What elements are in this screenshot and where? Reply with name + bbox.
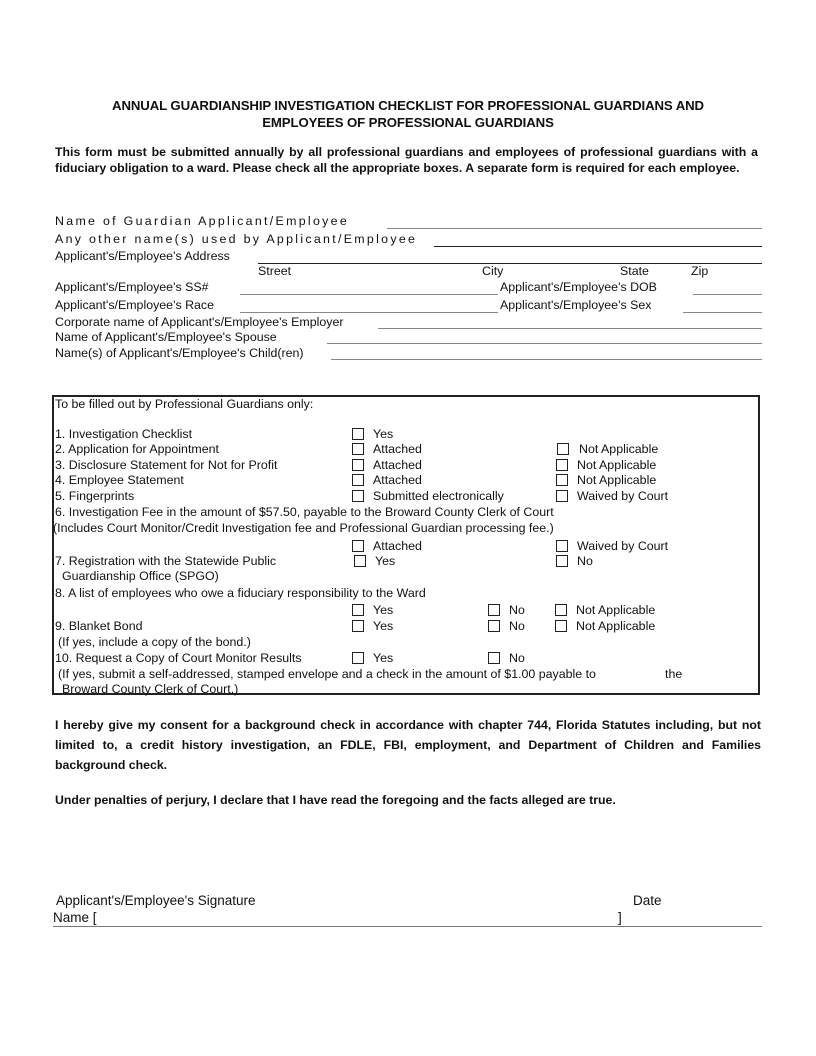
checkbox-icon[interactable] <box>556 555 568 567</box>
checkbox-icon[interactable] <box>352 443 364 455</box>
checkbox-icon[interactable] <box>488 620 500 632</box>
item-2-attached-checkbox[interactable]: Attached <box>352 442 422 456</box>
signature-line[interactable] <box>53 926 762 927</box>
checklist-header: To be filled out by Professional Guardians only: <box>55 397 314 411</box>
intro-instructions: This form must be submitted annually by all professional guardians and employees of professional guardians with a fiduciary obligation to a ward. Please check all the appropriate boxes. A separate form is required for each employee. <box>55 145 758 175</box>
address-zip-caption: Zip <box>691 264 709 278</box>
checkbox-icon[interactable] <box>352 620 364 632</box>
race-label: Applicant's/Employee's Race <box>55 298 215 312</box>
checkbox-icon[interactable] <box>555 604 567 616</box>
item-3-label: 3. Disclosure Statement for Not for Profit <box>55 458 278 472</box>
form-title <box>0 97 816 131</box>
item-5-label: 5. Fingerprints <box>55 489 135 503</box>
item-10-label: 10. Request a Copy of Court Monitor Results <box>55 651 302 665</box>
other-names-field[interactable] <box>434 246 762 247</box>
name-close-bracket: ] <box>618 910 622 925</box>
item-3-attached-checkbox[interactable]: Attached <box>352 458 422 472</box>
checkbox-icon[interactable] <box>555 620 567 632</box>
item-4-attached-checkbox[interactable]: Attached <box>352 473 422 487</box>
item-1-label: 1. Investigation Checklist <box>55 427 193 441</box>
checkbox-icon[interactable] <box>352 652 364 664</box>
item-9-note: (If yes, include a copy of the bond.) <box>58 635 251 649</box>
item-8-not-applicable-checkbox[interactable]: Not Applicable <box>555 603 655 617</box>
checkbox-icon[interactable] <box>556 459 568 471</box>
item-7-note: Guardianship Office (SPGO) <box>62 569 219 583</box>
children-field[interactable] <box>331 359 762 360</box>
checkbox-icon[interactable] <box>556 474 568 486</box>
item-4-label: 4. Employee Statement <box>55 473 184 487</box>
item-9-no-checkbox[interactable]: No <box>488 619 525 633</box>
race-field[interactable] <box>240 312 498 313</box>
item-9-label: 9. Blanket Bond <box>55 619 143 633</box>
spouse-label: Name of Applicant's/Employee's Spouse <box>55 330 277 344</box>
dob-label: Applicant's/Employee's DOB <box>500 280 657 294</box>
form-title-line-2: EMPLOYEES OF PROFESSIONAL GUARDIANS <box>262 115 554 130</box>
item-7-no-checkbox[interactable]: No <box>556 554 593 568</box>
children-label: Name(s) of Applicant's/Employee's Child(ren) <box>55 346 304 360</box>
item-8-label: 8. A list of employees who owe a fiduciary responsibility to the Ward <box>55 586 426 600</box>
checkbox-icon[interactable] <box>352 540 364 552</box>
signature-label: Applicant's/Employee's Signature <box>56 893 256 908</box>
dob-field[interactable] <box>693 294 762 295</box>
address-city-caption: City <box>482 264 504 278</box>
item-6-label: 6. Investigation Fee in the amount of $57.50, payable to the Broward County Clerk of Court <box>55 505 554 519</box>
name-open-bracket: Name [ <box>53 910 97 925</box>
checkbox-icon[interactable] <box>488 652 500 664</box>
checkbox-icon[interactable] <box>352 459 364 471</box>
item-7-yes-checkbox[interactable]: Yes <box>354 554 395 568</box>
employer-label: Corporate name of Applicant's/Employee's Employer <box>55 315 344 329</box>
checkbox-icon[interactable] <box>352 474 364 486</box>
checkbox-icon[interactable] <box>354 555 366 567</box>
item-2-not-applicable-checkbox[interactable]: Not Applicable <box>557 442 658 456</box>
address-street-caption: Street <box>258 264 292 278</box>
ssn-field[interactable] <box>240 294 498 295</box>
checkbox-icon[interactable] <box>352 490 364 502</box>
address-field[interactable] <box>258 263 762 264</box>
item-3-not-applicable-checkbox[interactable]: Not Applicable <box>556 458 656 472</box>
sex-field[interactable] <box>683 312 762 313</box>
checkbox-icon[interactable] <box>352 604 364 616</box>
item-10-note: (If yes, submit a self-addressed, stamped envelope and a check in the amount of $1.00 payable to <box>58 667 596 681</box>
item-9-not-applicable-checkbox[interactable]: Not Applicable <box>555 619 655 633</box>
guardian-name-label: Name of Guardian Applicant/Employee <box>55 214 350 228</box>
item-6-waived-by-court-checkbox[interactable]: Waived by Court <box>556 539 668 553</box>
item-9-yes-checkbox[interactable]: Yes <box>352 619 393 633</box>
checkbox-icon[interactable] <box>557 443 569 455</box>
item-8-no-checkbox[interactable]: No <box>488 603 525 617</box>
item-5-submitted-electronically-checkbox[interactable]: Submitted electronically <box>352 489 504 503</box>
item-2-label: 2. Application for Appointment <box>55 442 219 456</box>
item-10-note-tail: the <box>665 667 683 681</box>
sex-label: Applicant's/Employee's Sex <box>500 298 652 312</box>
form-title-line-1: ANNUAL GUARDIANSHIP INVESTIGATION CHECKLIST FOR PROFESSIONAL GUARDIANS AND <box>112 98 704 113</box>
checkbox-icon[interactable] <box>352 428 364 440</box>
checkbox-icon[interactable] <box>488 604 500 616</box>
checkbox-icon[interactable] <box>556 490 568 502</box>
item-6-note: (Includes Court Monitor/Credit Investigation fee and Professional Guardian processing fee.) <box>53 521 554 535</box>
employer-field[interactable] <box>378 328 762 329</box>
item-5-waived-by-court-checkbox[interactable]: Waived by Court <box>556 489 668 503</box>
item-7-label: 7. Registration with the Statewide Public <box>55 554 277 568</box>
item-8-yes-checkbox[interactable]: Yes <box>352 603 393 617</box>
spouse-field[interactable] <box>327 343 762 344</box>
item-1-yes-checkbox[interactable]: Yes <box>352 427 393 441</box>
item-6-attached-checkbox[interactable]: Attached <box>352 539 422 553</box>
name-field[interactable] <box>104 909 614 926</box>
item-10-no-checkbox[interactable]: No <box>488 651 525 665</box>
date-label: Date <box>633 893 662 908</box>
item-10-note-2: Broward County Clerk of Court.) <box>62 682 239 696</box>
guardian-name-field[interactable] <box>387 228 762 229</box>
item-4-not-applicable-checkbox[interactable]: Not Applicable <box>556 473 656 487</box>
item-10-yes-checkbox[interactable]: Yes <box>352 651 393 665</box>
address-state-caption: State <box>620 264 649 278</box>
background-check-consent: I hereby give my consent for a background check in accordance with chapter 744, Florida Statutes including, but not limited to, a credit history investigation, an FDLE, FBI, employment, and Department of Children and Families background check. <box>55 718 761 772</box>
other-names-label: Any other name(s) used by Applicant/Employee <box>55 232 418 246</box>
perjury-declaration: Under penalties of perjury, I declare that I have read the foregoing and the facts alleged are true. <box>55 793 616 807</box>
ssn-label: Applicant's/Employee's SS# <box>55 280 209 294</box>
checkbox-icon[interactable] <box>556 540 568 552</box>
address-label: Applicant's/Employee's Address <box>55 249 230 263</box>
